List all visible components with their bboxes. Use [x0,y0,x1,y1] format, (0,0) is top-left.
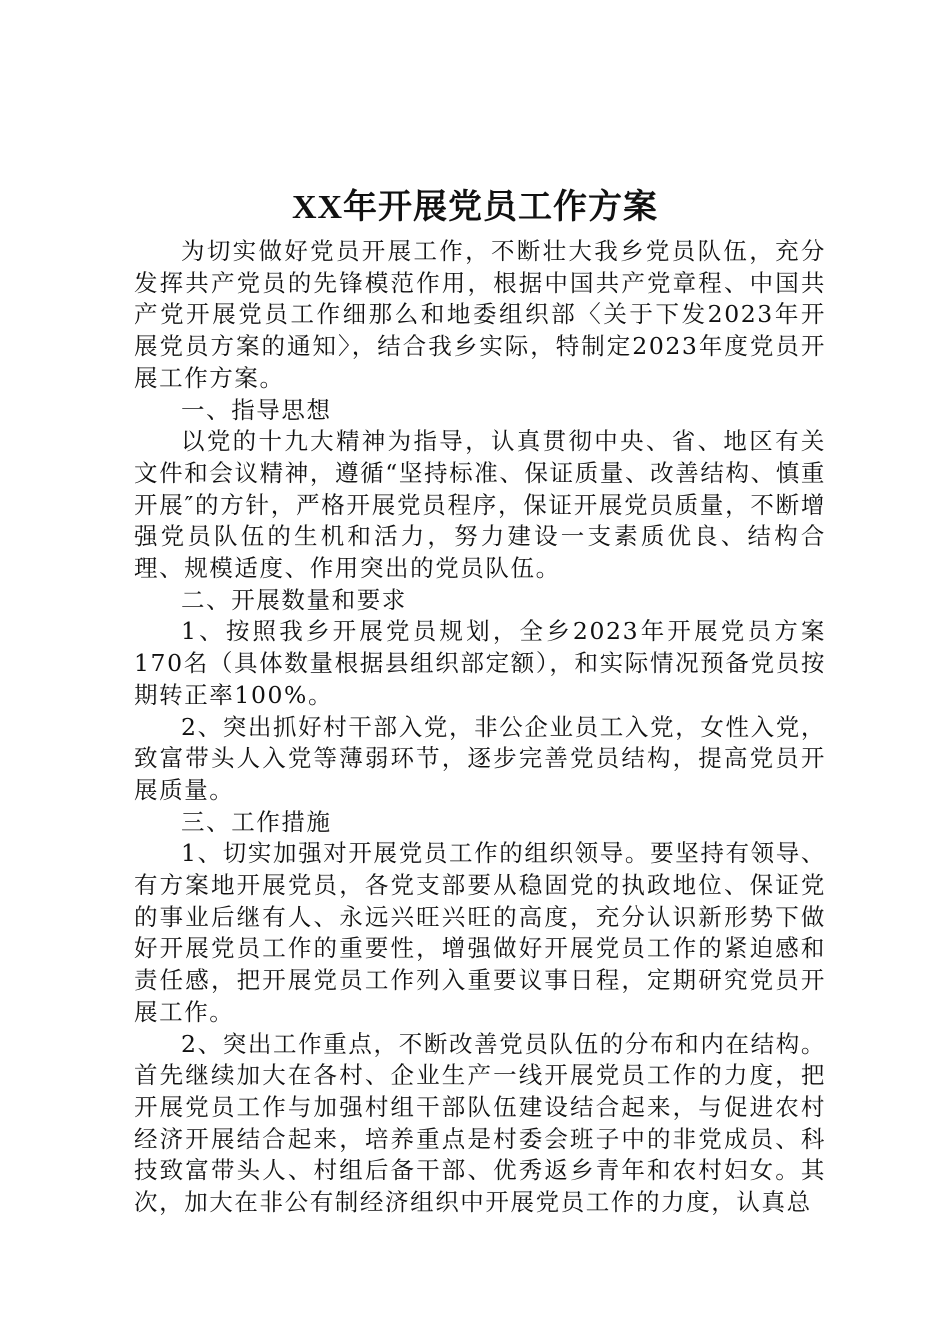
section-heading-guiding-thought: 一、指导思想 [181,395,332,424]
measure-item-2: 2、突出工作重点，不断改善党员队伍的分布和内在结构。首先继续加大在各村、企业生产一线开展党员工作的力度，把开展党员工作与加强村组干部队伍建设结合起来，与促进农村经济开展结合起来，培养重点是村委会班子中的非党成员、科技致富带头人、村组后备干部、优秀返乡青年和农村妇女。其次，加大在非公有制经济组织中开展党员工作的力度，认真总 [134,1029,826,1217]
section-heading-quantity-requirements: 二、开展数量和要求 [181,585,407,614]
requirement-item-1: 1、按照我乡开展党员规划，全乡2023年开展党员方案170名（具体数量根据县组织部定额），和实际情况预备党员按期转正率100%。 [134,617,826,709]
section-heading-work-measures: 三、工作措施 [181,807,332,836]
title-text: 年开展党员工作方案 [343,187,659,227]
document-body [134,236,826,1219]
title-prefix: XX [291,189,344,226]
requirement-item-2: 2、突出抓好村干部入党，非公企业员工入党，女性入党，致富带头人入党等薄弱环节，逐步完善党员结构，提高党员开展质量。 [134,712,826,804]
measure-item-1: 1、切实加强对开展党员工作的组织领导。要坚持有领导、有方案地开展党员，各党支部要从稳固党的执政地位、保证党的事业后继有人、永远兴旺兴旺的高度，充分认识新形势下做好开展党员工作的重要性，增强做好开展党员工作的紧迫感和责任感，把开展党员工作列入重要议事日程，定期研究党员开展工作。 [134,839,826,1026]
guiding-thought-paragraph: 以党的十九大精神为指导，认真贯彻中央、省、地区有关文件和会议精神，遵循“坚持标准、保证质量、改善结构、慎重开展″的方针，严格开展党员程序，保证开展党员质量，不断增强党员队伍的生机和活力，努力建设一支素质优良、结构合理、规模适度、作用突出的党员队伍。 [134,427,826,583]
document-title [0,183,950,232]
intro-paragraph: 为切实做好党员开展工作，不断壮大我乡党员队伍，充分发挥共产党员的先锋模范作用，根据中国共产党章程、中国共产党开展党员工作细那么和地委组织部〈关于下发2023年开展党员方案的通知〉，结合我乡实际，特制定2023年度党员开展工作方案。 [134,237,826,392]
